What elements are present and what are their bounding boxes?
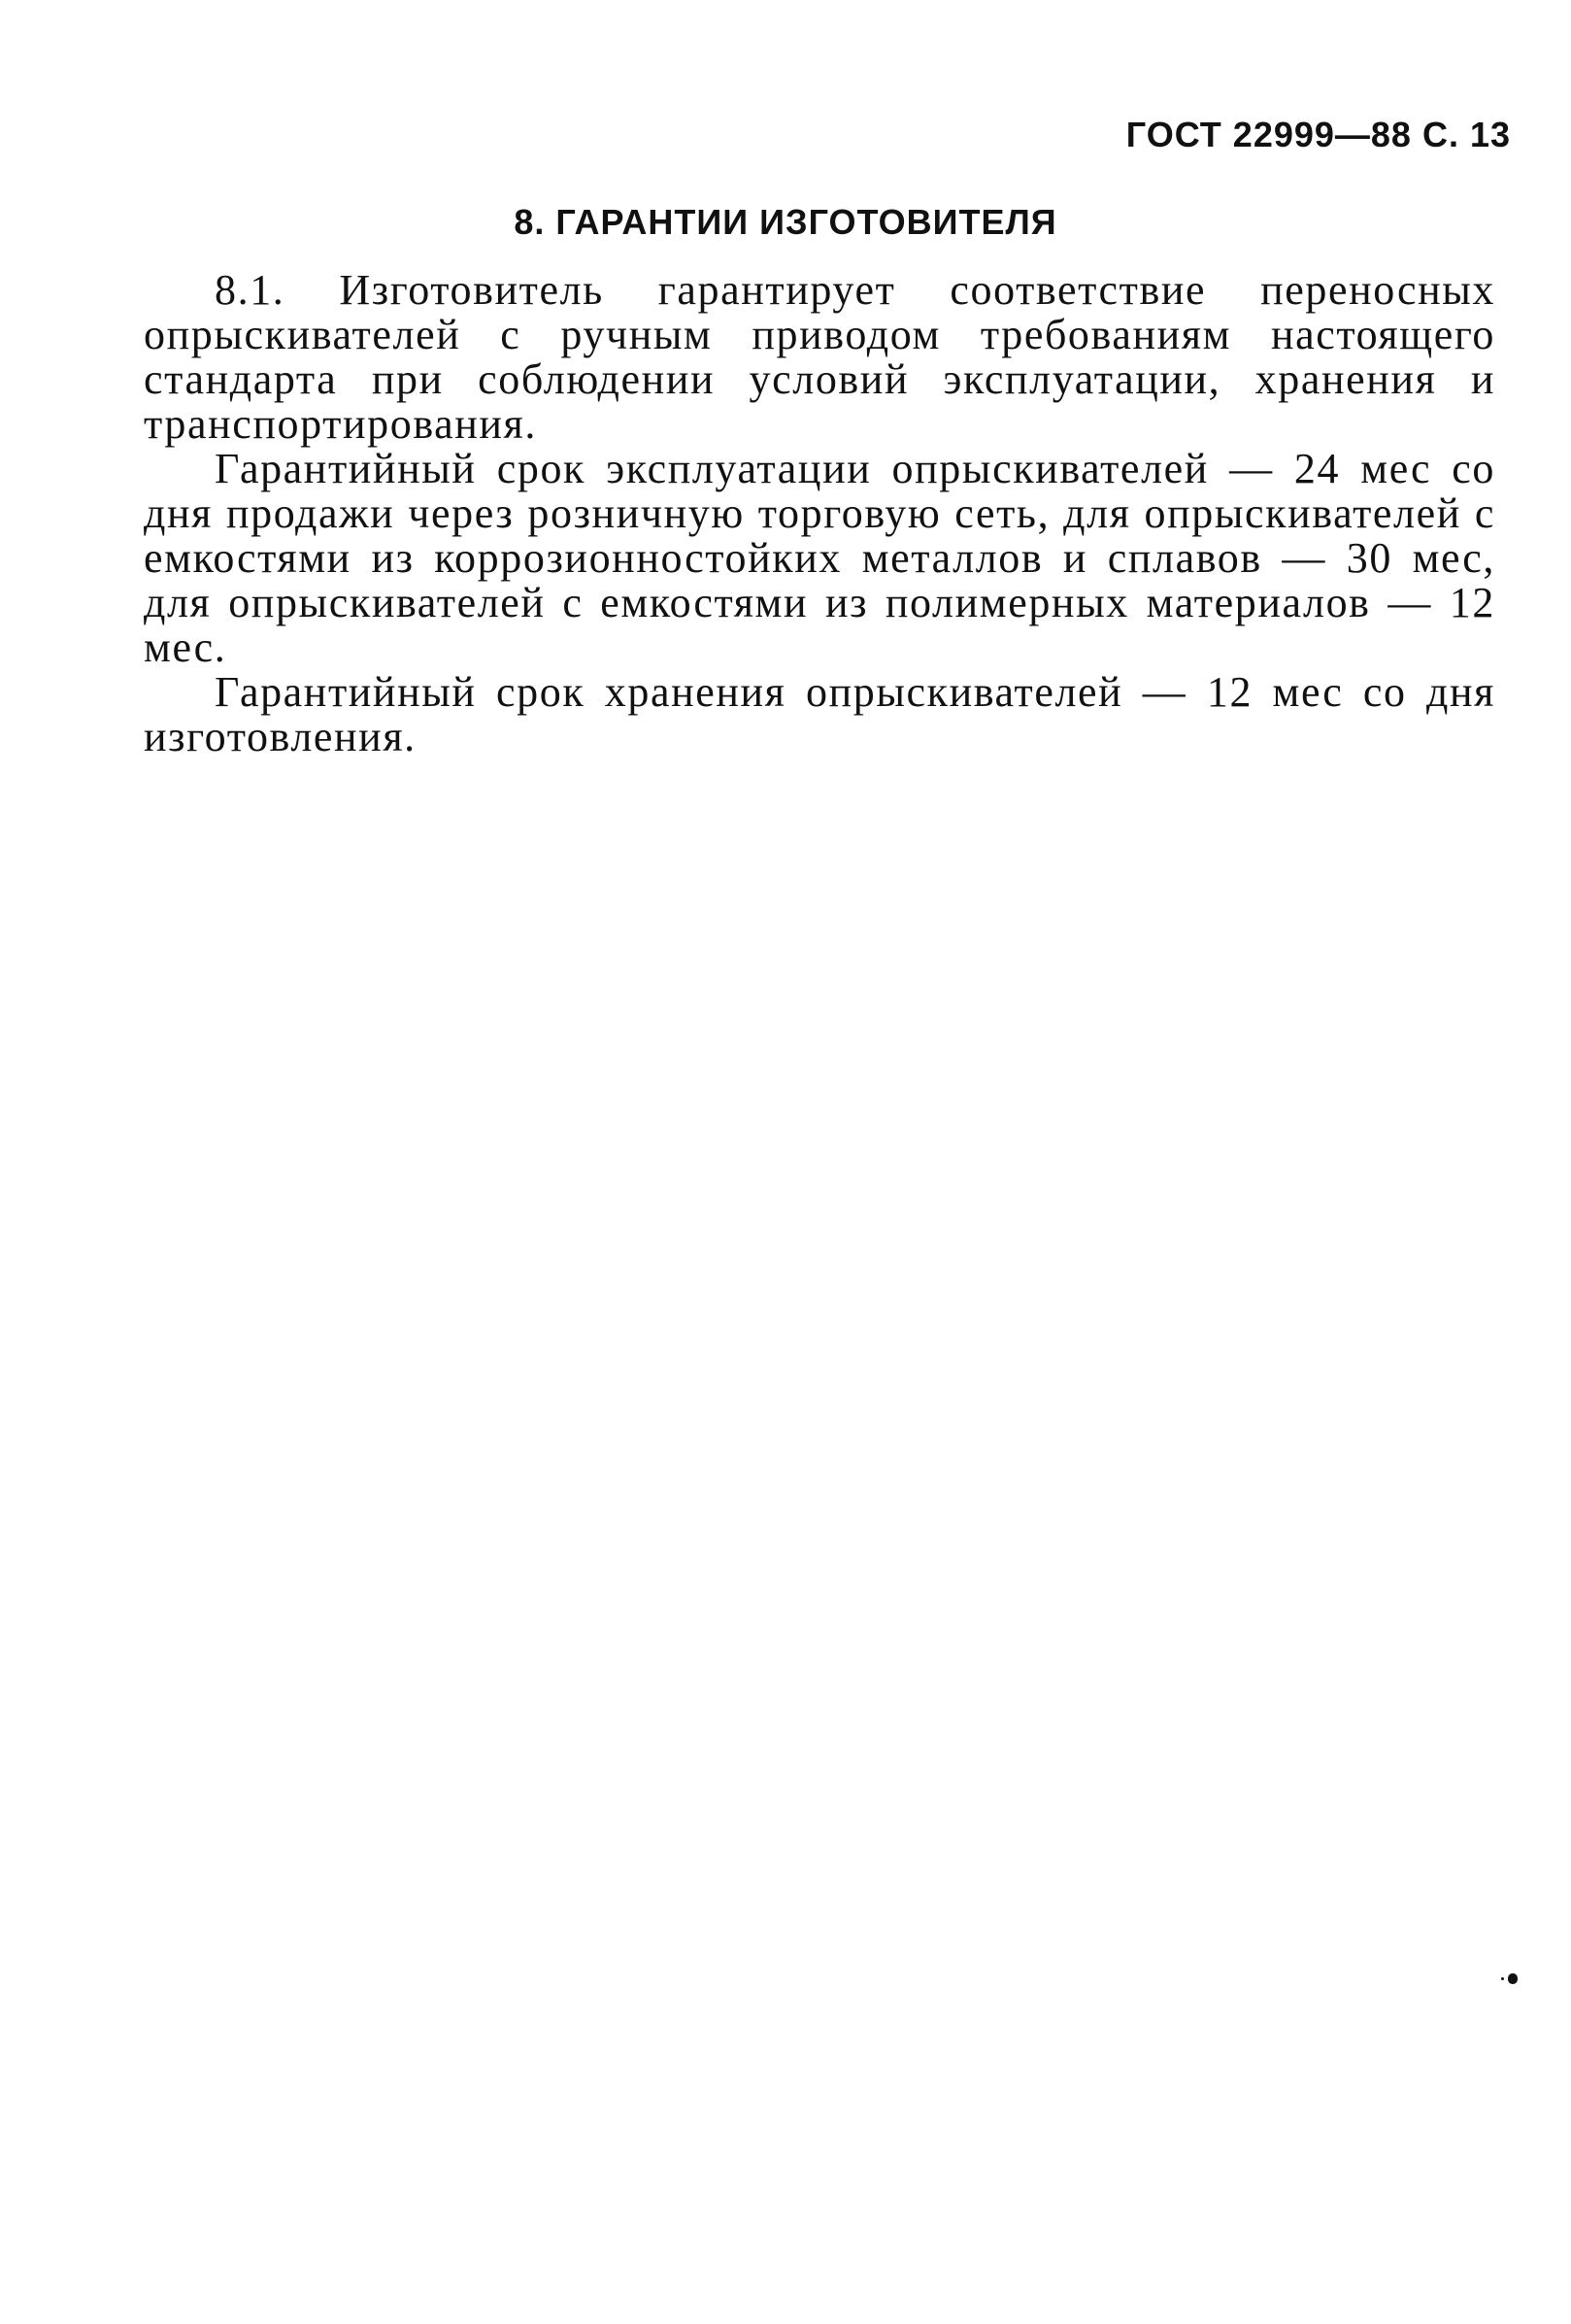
scan-ink-mark [1508, 1973, 1518, 1984]
paragraph-warranty-operation: Гарантийный срок эксплуатации опрыскивателей — 24 мес со дня продажи через розничную торговую сеть, для опрыскивателей с емкостями из коррозионностойких металлов и сплавов — 30 мес, для опрыскивателей с емкостями из полимерных материалов — 12 мес. [144, 445, 1495, 671]
section-title: 8. ГАРАНТИИ ИЗГОТОВИТЕЛЯ [514, 202, 1057, 242]
page-header-standard-number: ГОСТ 22999—88 С. 13 [1125, 115, 1511, 154]
paragraph-8-1: 8.1. Изготовитель гарантирует соответствие переносных опрыскивателей с ручным приводом требованиям настоящего стандарта при соблюдении условий эксплуатации, хранения и транспортирования. [144, 266, 1495, 448]
paragraph-warranty-storage: Гарантийный срок хранения опрыскивателей — 12 мес со дня изготовления. [144, 668, 1495, 760]
section-body [144, 268, 1495, 759]
